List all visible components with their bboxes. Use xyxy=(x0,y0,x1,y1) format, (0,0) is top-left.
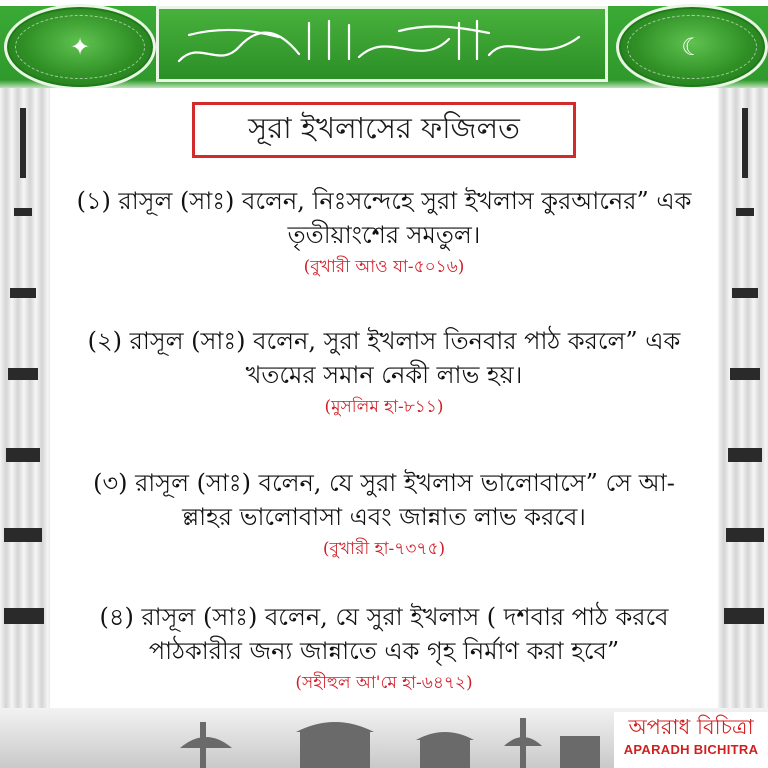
page-title: সূরা ইখলাসের ফজিলত xyxy=(192,102,576,158)
virtue-item-1 xyxy=(50,184,718,280)
virtue-line: (৪) রাসূল (সাঃ) বলেন, যে সুরা ইখলাস ( দশবার পাঠ করবে xyxy=(99,603,669,631)
minaret-decoration-left xyxy=(0,88,50,708)
logo-bangla-text: অপরাধ বিচিত্রা xyxy=(628,715,754,739)
hadith-reference: (বুখারী হা-৭৩৭৫) xyxy=(322,539,446,559)
logo-english-text: APARADH BICHITRA xyxy=(623,742,759,757)
virtue-line: (২) রাসূল (সাঃ) বলেন, সুরা ইখলাস তিনবার পাঠ করলে” এক xyxy=(87,327,681,355)
virtue-item-4 xyxy=(50,600,718,696)
emblem-ring xyxy=(627,15,757,79)
hadith-reference: (বুখারী আও যা-৫০১৬) xyxy=(303,257,465,277)
virtue-item-3 xyxy=(50,466,718,562)
muhammad-calligraphy-emblem xyxy=(4,4,156,90)
virtue-line: (৩) রাসূল (সাঃ) বলেন, যে সুরা ইখলাস ভালোবাসে” সে আ- xyxy=(93,469,675,497)
muhammad-calligraphy-icon: ✦ xyxy=(69,33,91,61)
allah-calligraphy-emblem xyxy=(616,4,768,90)
virtue-item-2 xyxy=(50,324,718,420)
hadith-reference: (মুসলিম হা-৮১১) xyxy=(324,397,444,417)
virtue-line: পাঠকারীর জন্য জান্নাতে এক গৃহ নির্মাণ করা হবে” xyxy=(148,637,620,665)
brand-logo xyxy=(614,712,768,768)
minaret-decoration-right xyxy=(718,88,768,708)
virtue-line: খতমের সমান নেকী লাভ হয়। xyxy=(245,361,523,389)
emblem-ring xyxy=(15,15,145,79)
virtue-line: (১) রাসূল (সাঃ) বলেন, নিঃসন্দেহে সুরা ইখলাস কুরআনের” এক xyxy=(76,187,692,215)
kalima-calligraphy-icon xyxy=(159,9,605,79)
virtue-line: তৃতীয়াংশের সমতুল। xyxy=(287,221,481,249)
minaret-icon xyxy=(0,88,50,708)
minaret-icon xyxy=(718,88,768,708)
hadith-reference: (সহীহুল আ'মে হা-৬৪৭২) xyxy=(295,673,473,693)
virtue-line: ল্লাহর ভালোবাসা এবং জান্নাত লাভ করবে। xyxy=(182,503,586,531)
allah-calligraphy-icon: ☾ xyxy=(681,33,703,61)
kalima-calligraphy-banner xyxy=(156,6,608,82)
main-content xyxy=(50,88,718,708)
